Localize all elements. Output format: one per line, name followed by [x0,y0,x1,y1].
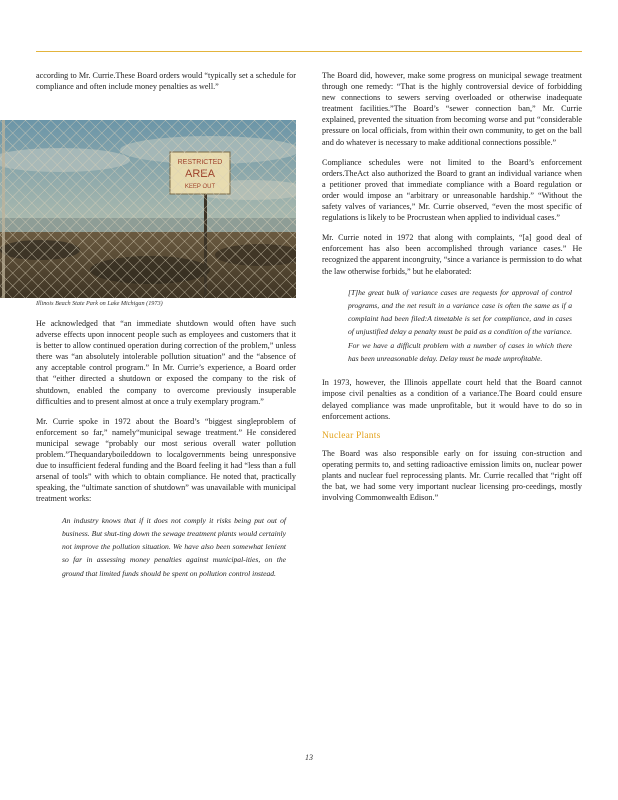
header-rule [36,51,582,52]
left-paragraph-2: Mr. Currie spoke in 1972 about the Board’s “biggest singleproblem of enforcement so far,” namely“municipal sewage treatment.” He considered municipal sewage “probably our most serious overall water pollution problem.”Thequandaryboileddown to localgovernments being unresponsive due to insufficient federal funding and the Board feeling it had “less than a full arsenal of tools” with which to obtain compliance. He noted that, practically speaking, the “ultimate sanction of shutdown” was unavailable with municipal treatment works: [36,416,296,504]
nuclear-paragraph: The Board was also responsible early on for issuing con-struction and operating permits to, and setting radioactive emission limits on, nuclear power plants and nuclear fuel reprocessing plants. Mr. Currie recalled that “right off the bat, we had some very important nuclear licensing pro-ceedings, mostly involving Commonwealth Edison.” [322,448,582,503]
right-paragraph-1: The Board did, however, make some progress on municipal sewage treatment through one remedy: “That is the highly controversial device of forbidding new connections to sewers serving overloaded or otherwise inadequate treatment facilities.”The Board’s “sewer connection ban,” Mr. Currie explained, prevented the situation from becoming worse and put “considerable pressure on local officials, from within their own community, to get on the ball and do whatever is necessary to make additional connections possible.” [322,71,582,147]
left-column-top [36,70,296,101]
left-column-lower [36,318,296,580]
right-paragraph-after-quote: In 1973, however, the Illinois appellate court held that the Board cannot impose civil penalties as a condition of a variance.The Board could ensure delayed compliance was made unprofitable, but it would have to do so in enforcement actions. [322,378,582,421]
right-block-quote: [T]he great bulk of variance cases are requests for approval of control programs, and the net result in a variance case is often the same as if a complaint had been filed:A timetable is set for compliance, and in cases of unjustified delay a penalty must be paid as a condition of the variance. For we have a difficult problem with a number of cases in which there has been unreasonable delay. Delay must be made unprofitable. [348,287,572,364]
right-paragraph-2: Compliance schedules were not limited to the Board’s enforcement orders.TheAct also authorized the Board to grant an individual variance when a petitioner proved that immediate compliance with a Board regulation or order would impose an “arbitrary or unreasonable hardship.” “Without the safety valves of variances,” Mr. Currie observed, “even the most specific of regulations is likely to be Procrustean when applied to individual cases.” [322,157,582,223]
page-number: 13 [305,753,313,762]
photo-caption: Illinois Beach State Park on Lake Michigan (1973) [36,300,163,307]
left-block-quote: An industry knows that if it does not comply it risks being put out of business. But shut-ting down the sewage treatment plants would certainly not improve the pollution situation. We have also been somewhat lenient so far in assessing money penalties against municipal-ities, on the ground that limited funds should be spent on pollution control instead. [62,515,286,578]
left-top-paragraph: according to Mr. Currie.These Board orders would “typically set a schedule for compliance and often include money penalties as well.” [36,71,296,92]
park-photo [0,120,296,298]
section-heading: Nuclear Plants [322,430,381,441]
right-column [322,70,582,512]
right-paragraph-3: Mr. Currie noted in 1972 that along with complaints, “[a] good deal of enforcement has also been accomplished through variance cases.” He recognized the apparent incongruity, “since a variance is permission to do what the law otherwise forbids,” but he elaborated: [322,233,582,276]
left-paragraph-1: He acknowledged that “an immediate shutdown would often have such adverse effects upon innocent people such as employees and customers that it is better to allow continued operation during correction of the problem,” unless there was “an absolutely intolerable pollution situation” and the “absence of any acceptable control program.” In Mr. Currie’s experience, a Board order that “either directed a shutdown or exposed the company to the risk of shutdown, enabled the company to overcome previously insuperable difficulties and to present almost at once a truly exemplary program.” [36,319,296,406]
